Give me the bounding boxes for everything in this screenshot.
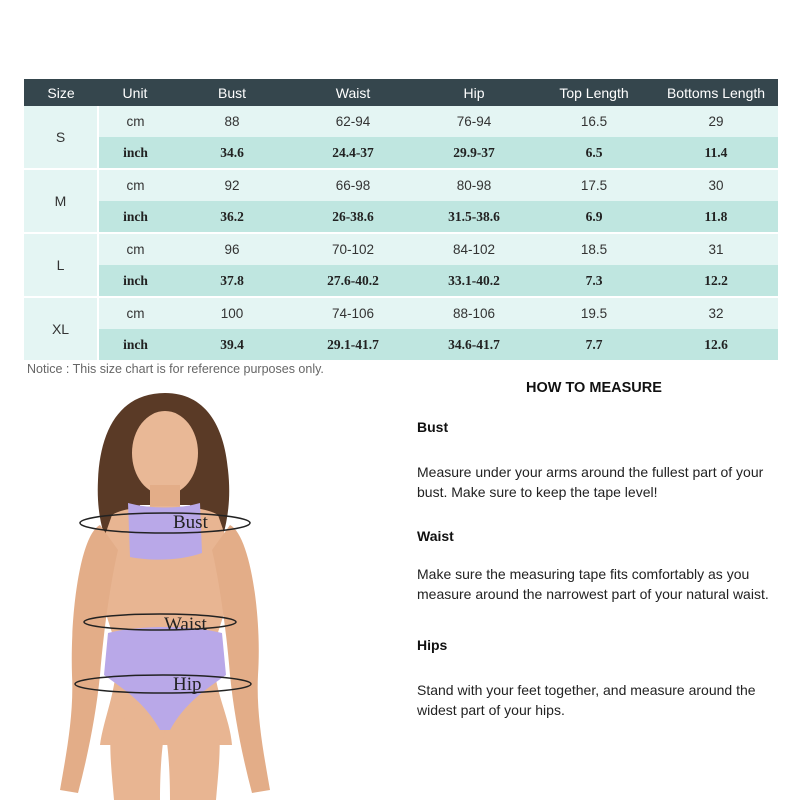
size-label: L — [24, 233, 98, 297]
header-bottoms-length: Bottoms Length — [654, 79, 778, 106]
unit-cell: inch — [98, 137, 172, 169]
hip-cell: 33.1-40.2 — [414, 265, 534, 297]
unit-cell: inch — [98, 329, 172, 361]
top-length-cell: 19.5 — [534, 297, 654, 329]
waist-cell: 24.4-37 — [292, 137, 414, 169]
header-hip: Hip — [414, 79, 534, 106]
hip-label: Hip — [173, 674, 202, 695]
waist-heading: Waist — [417, 528, 454, 544]
waist-cell: 74-106 — [292, 297, 414, 329]
header-size: Size — [24, 79, 98, 106]
hip-cell: 84-102 — [414, 233, 534, 265]
waist-cell: 62-94 — [292, 106, 414, 137]
top-length-cell: 7.3 — [534, 265, 654, 297]
table-row — [24, 169, 778, 201]
bust-cell: 92 — [172, 169, 292, 201]
size-chart-table — [24, 79, 778, 362]
table-row — [24, 106, 778, 137]
bust-cell: 37.8 — [172, 265, 292, 297]
bottoms-length-cell: 30 — [654, 169, 778, 201]
header-unit: Unit — [98, 79, 172, 106]
model-illustration — [0, 385, 330, 800]
bust-cell: 100 — [172, 297, 292, 329]
unit-cell: cm — [98, 297, 172, 329]
hip-cell: 34.6-41.7 — [414, 329, 534, 361]
hips-heading: Hips — [417, 637, 448, 653]
waist-label: Waist — [164, 614, 207, 635]
header-waist: Waist — [292, 79, 414, 106]
top-length-cell: 6.5 — [534, 137, 654, 169]
table-row — [24, 265, 778, 297]
bust-label: Bust — [173, 512, 208, 533]
bust-cell: 88 — [172, 106, 292, 137]
size-label: XL — [24, 297, 98, 361]
model-figure — [0, 385, 330, 800]
notice-text: Notice : This size chart is for reference purposes only. — [27, 362, 324, 376]
bottoms-length-cell: 32 — [654, 297, 778, 329]
bottoms-length-cell: 12.2 — [654, 265, 778, 297]
hip-cell: 88-106 — [414, 297, 534, 329]
size-label: M — [24, 169, 98, 233]
bottoms-length-cell: 31 — [654, 233, 778, 265]
header-top-length: Top Length — [534, 79, 654, 106]
bust-instructions: Measure under your arms around the fullest part of your bust. Make sure to keep the tape level! — [417, 464, 764, 500]
hip-cell: 29.9-37 — [414, 137, 534, 169]
hip-cell: 76-94 — [414, 106, 534, 137]
waist-cell: 26-38.6 — [292, 201, 414, 233]
bust-cell: 39.4 — [172, 329, 292, 361]
hip-cell: 31.5-38.6 — [414, 201, 534, 233]
unit-cell: cm — [98, 233, 172, 265]
table-row — [24, 233, 778, 265]
bust-heading: Bust — [417, 419, 449, 435]
table-row — [24, 137, 778, 169]
bust-cell: 36.2 — [172, 201, 292, 233]
how-to-measure-title: HOW TO MEASURE — [526, 380, 662, 396]
waist-cell: 70-102 — [292, 233, 414, 265]
header-bust: Bust — [172, 79, 292, 106]
waist-cell: 66-98 — [292, 169, 414, 201]
unit-cell: cm — [98, 169, 172, 201]
hip-cell: 80-98 — [414, 169, 534, 201]
waist-cell: 29.1-41.7 — [292, 329, 414, 361]
bottoms-length-cell: 11.4 — [654, 137, 778, 169]
table-row — [24, 201, 778, 233]
bottoms-length-cell: 29 — [654, 106, 778, 137]
unit-cell: inch — [98, 265, 172, 297]
table-row — [24, 297, 778, 329]
bust-cell: 96 — [172, 233, 292, 265]
size-label: S — [24, 106, 98, 169]
top-length-cell: 6.9 — [534, 201, 654, 233]
top-length-cell: 16.5 — [534, 106, 654, 137]
top-length-cell: 18.5 — [534, 233, 654, 265]
unit-cell: inch — [98, 201, 172, 233]
bust-cell: 34.6 — [172, 137, 292, 169]
waist-cell: 27.6-40.2 — [292, 265, 414, 297]
hips-instructions: Stand with your feet together, and measure around the widest part of your hips. — [417, 682, 756, 718]
top-length-cell: 7.7 — [534, 329, 654, 361]
bottoms-length-cell: 11.8 — [654, 201, 778, 233]
waist-instructions: Make sure the measuring tape fits comfortably as you measure around the narrowest part of your natural waist. — [417, 566, 769, 602]
table-header-row — [24, 79, 778, 106]
table-row — [24, 329, 778, 361]
unit-cell: cm — [98, 106, 172, 137]
bottoms-length-cell: 12.6 — [654, 329, 778, 361]
top-length-cell: 17.5 — [534, 169, 654, 201]
